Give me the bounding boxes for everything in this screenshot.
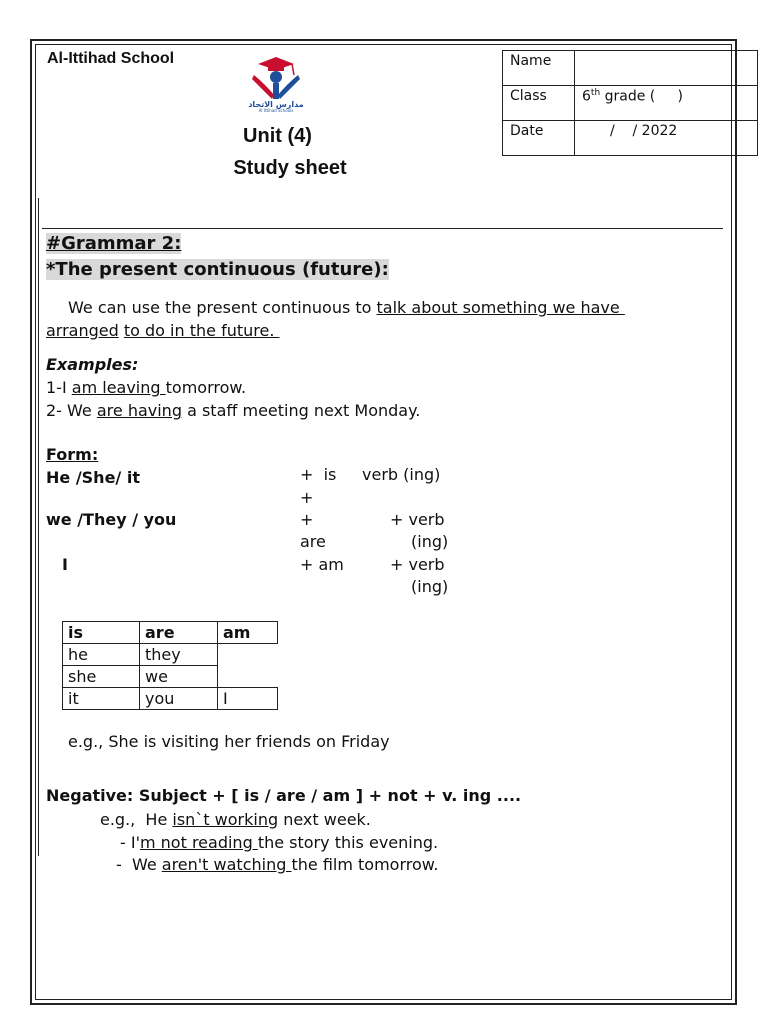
header-is: is xyxy=(63,622,140,644)
table-row xyxy=(63,688,278,710)
table-row xyxy=(503,121,758,156)
cell-you: you xyxy=(140,688,218,710)
header-divider xyxy=(42,228,723,229)
grammar-subtitle: *The present continuous (future): xyxy=(46,259,389,280)
cell-she: she xyxy=(63,666,140,688)
class-field[interactable] xyxy=(575,86,758,121)
intro-line-2 xyxy=(46,321,280,340)
example-2-start: 2- We xyxy=(46,401,97,420)
form-verb-ing-1: verb (ing) xyxy=(362,465,441,484)
name-label: Name xyxy=(503,51,575,86)
cell-it: it xyxy=(63,688,140,710)
form-subject-he-she-it: He /She/ it xyxy=(46,468,140,487)
header-are: are xyxy=(140,622,218,644)
school-logo xyxy=(236,55,316,113)
cell-empty xyxy=(218,666,278,688)
negative-example-3-verb: aren't watching xyxy=(161,855,292,874)
form-verb-3: + verb xyxy=(390,555,445,574)
negative-example-3-end: the film tomorrow. xyxy=(291,855,439,874)
intro-text: We can use the present continuous to xyxy=(68,298,377,317)
example-2-verb: are having xyxy=(96,401,182,420)
date-field[interactable]: / / 2022 xyxy=(575,121,758,156)
form-subject-i: I xyxy=(62,555,68,574)
class-grade-suffix: th xyxy=(590,88,601,98)
left-margin-rule xyxy=(38,198,39,856)
table-row xyxy=(503,86,758,121)
form-subject-we-they-you: we /They / you xyxy=(46,510,177,529)
intro-line-1 xyxy=(68,298,625,317)
unit-title: Unit (4) xyxy=(243,125,312,147)
form-heading: Form: xyxy=(46,445,99,464)
table-row xyxy=(63,622,278,644)
date-label: Date xyxy=(503,121,575,156)
form-aux-are: are xyxy=(300,532,326,551)
form-plus-1: + xyxy=(300,488,314,507)
negative-example-2 xyxy=(120,833,438,852)
example-sentence: e.g., She is visiting her friends on Friday xyxy=(68,732,390,751)
class-label: Class xyxy=(503,86,575,121)
table-row xyxy=(63,644,278,666)
form-ing-3: (ing) xyxy=(411,577,449,596)
negative-rule: Negative: Subject + [ is / are / am ] + not + v. ing .... xyxy=(46,786,522,805)
table-row xyxy=(63,666,278,688)
example-1-verb: am leaving xyxy=(71,378,166,397)
example-2 xyxy=(46,401,420,420)
form-plus-2: + xyxy=(300,510,314,529)
header-am: am xyxy=(218,622,278,644)
negative-example-1-end: next week. xyxy=(278,810,371,829)
form-aux-is: + is xyxy=(300,465,337,484)
form-aux-am: + am xyxy=(300,555,344,574)
example-2-end: a staff meeting next Monday. xyxy=(181,401,421,420)
negative-example-3-start: - We xyxy=(116,855,162,874)
logo-arabic-text: مدارس الاتحاد xyxy=(248,100,304,109)
table-row xyxy=(503,51,758,86)
student-info-table xyxy=(502,50,758,156)
negative-example-3 xyxy=(116,855,438,874)
grammar-title: #Grammar 2: xyxy=(46,233,182,254)
cell-empty xyxy=(218,644,278,666)
pronoun-table xyxy=(62,621,278,710)
cell-he: he xyxy=(63,644,140,666)
negative-example-1-start: e.g., He xyxy=(100,810,173,829)
form-ing-2: (ing) xyxy=(411,532,449,551)
negative-example-1 xyxy=(100,810,371,829)
class-grade-text: grade ( ) xyxy=(600,88,683,105)
name-field[interactable] xyxy=(575,51,758,86)
form-verb-2: + verb xyxy=(390,510,445,529)
intro-underlined-1: talk about something we have xyxy=(376,298,625,317)
example-1-end: tomorrow. xyxy=(165,378,247,397)
school-name: Al-Ittihad School xyxy=(47,50,175,67)
negative-example-2-end: the story this evening. xyxy=(257,833,439,852)
sheet-title: Study sheet xyxy=(233,157,347,179)
cell-i: I xyxy=(218,688,278,710)
negative-example-2-verb: m not reading xyxy=(139,833,258,852)
example-1 xyxy=(46,378,246,397)
intro-underlined-2: arranged xyxy=(46,321,119,340)
negative-example-1-verb: isn`t working xyxy=(172,810,279,829)
class-grade-number: 6 xyxy=(582,88,591,105)
logo-english-text: Al Ittihad Schools xyxy=(258,108,294,113)
intro-underlined-3: to do in the future. xyxy=(123,321,280,340)
negative-example-2-start: - I' xyxy=(120,833,140,852)
cell-we: we xyxy=(140,666,218,688)
examples-heading: Examples: xyxy=(46,355,139,374)
cell-they: they xyxy=(140,644,218,666)
example-1-start: 1-I xyxy=(46,378,72,397)
